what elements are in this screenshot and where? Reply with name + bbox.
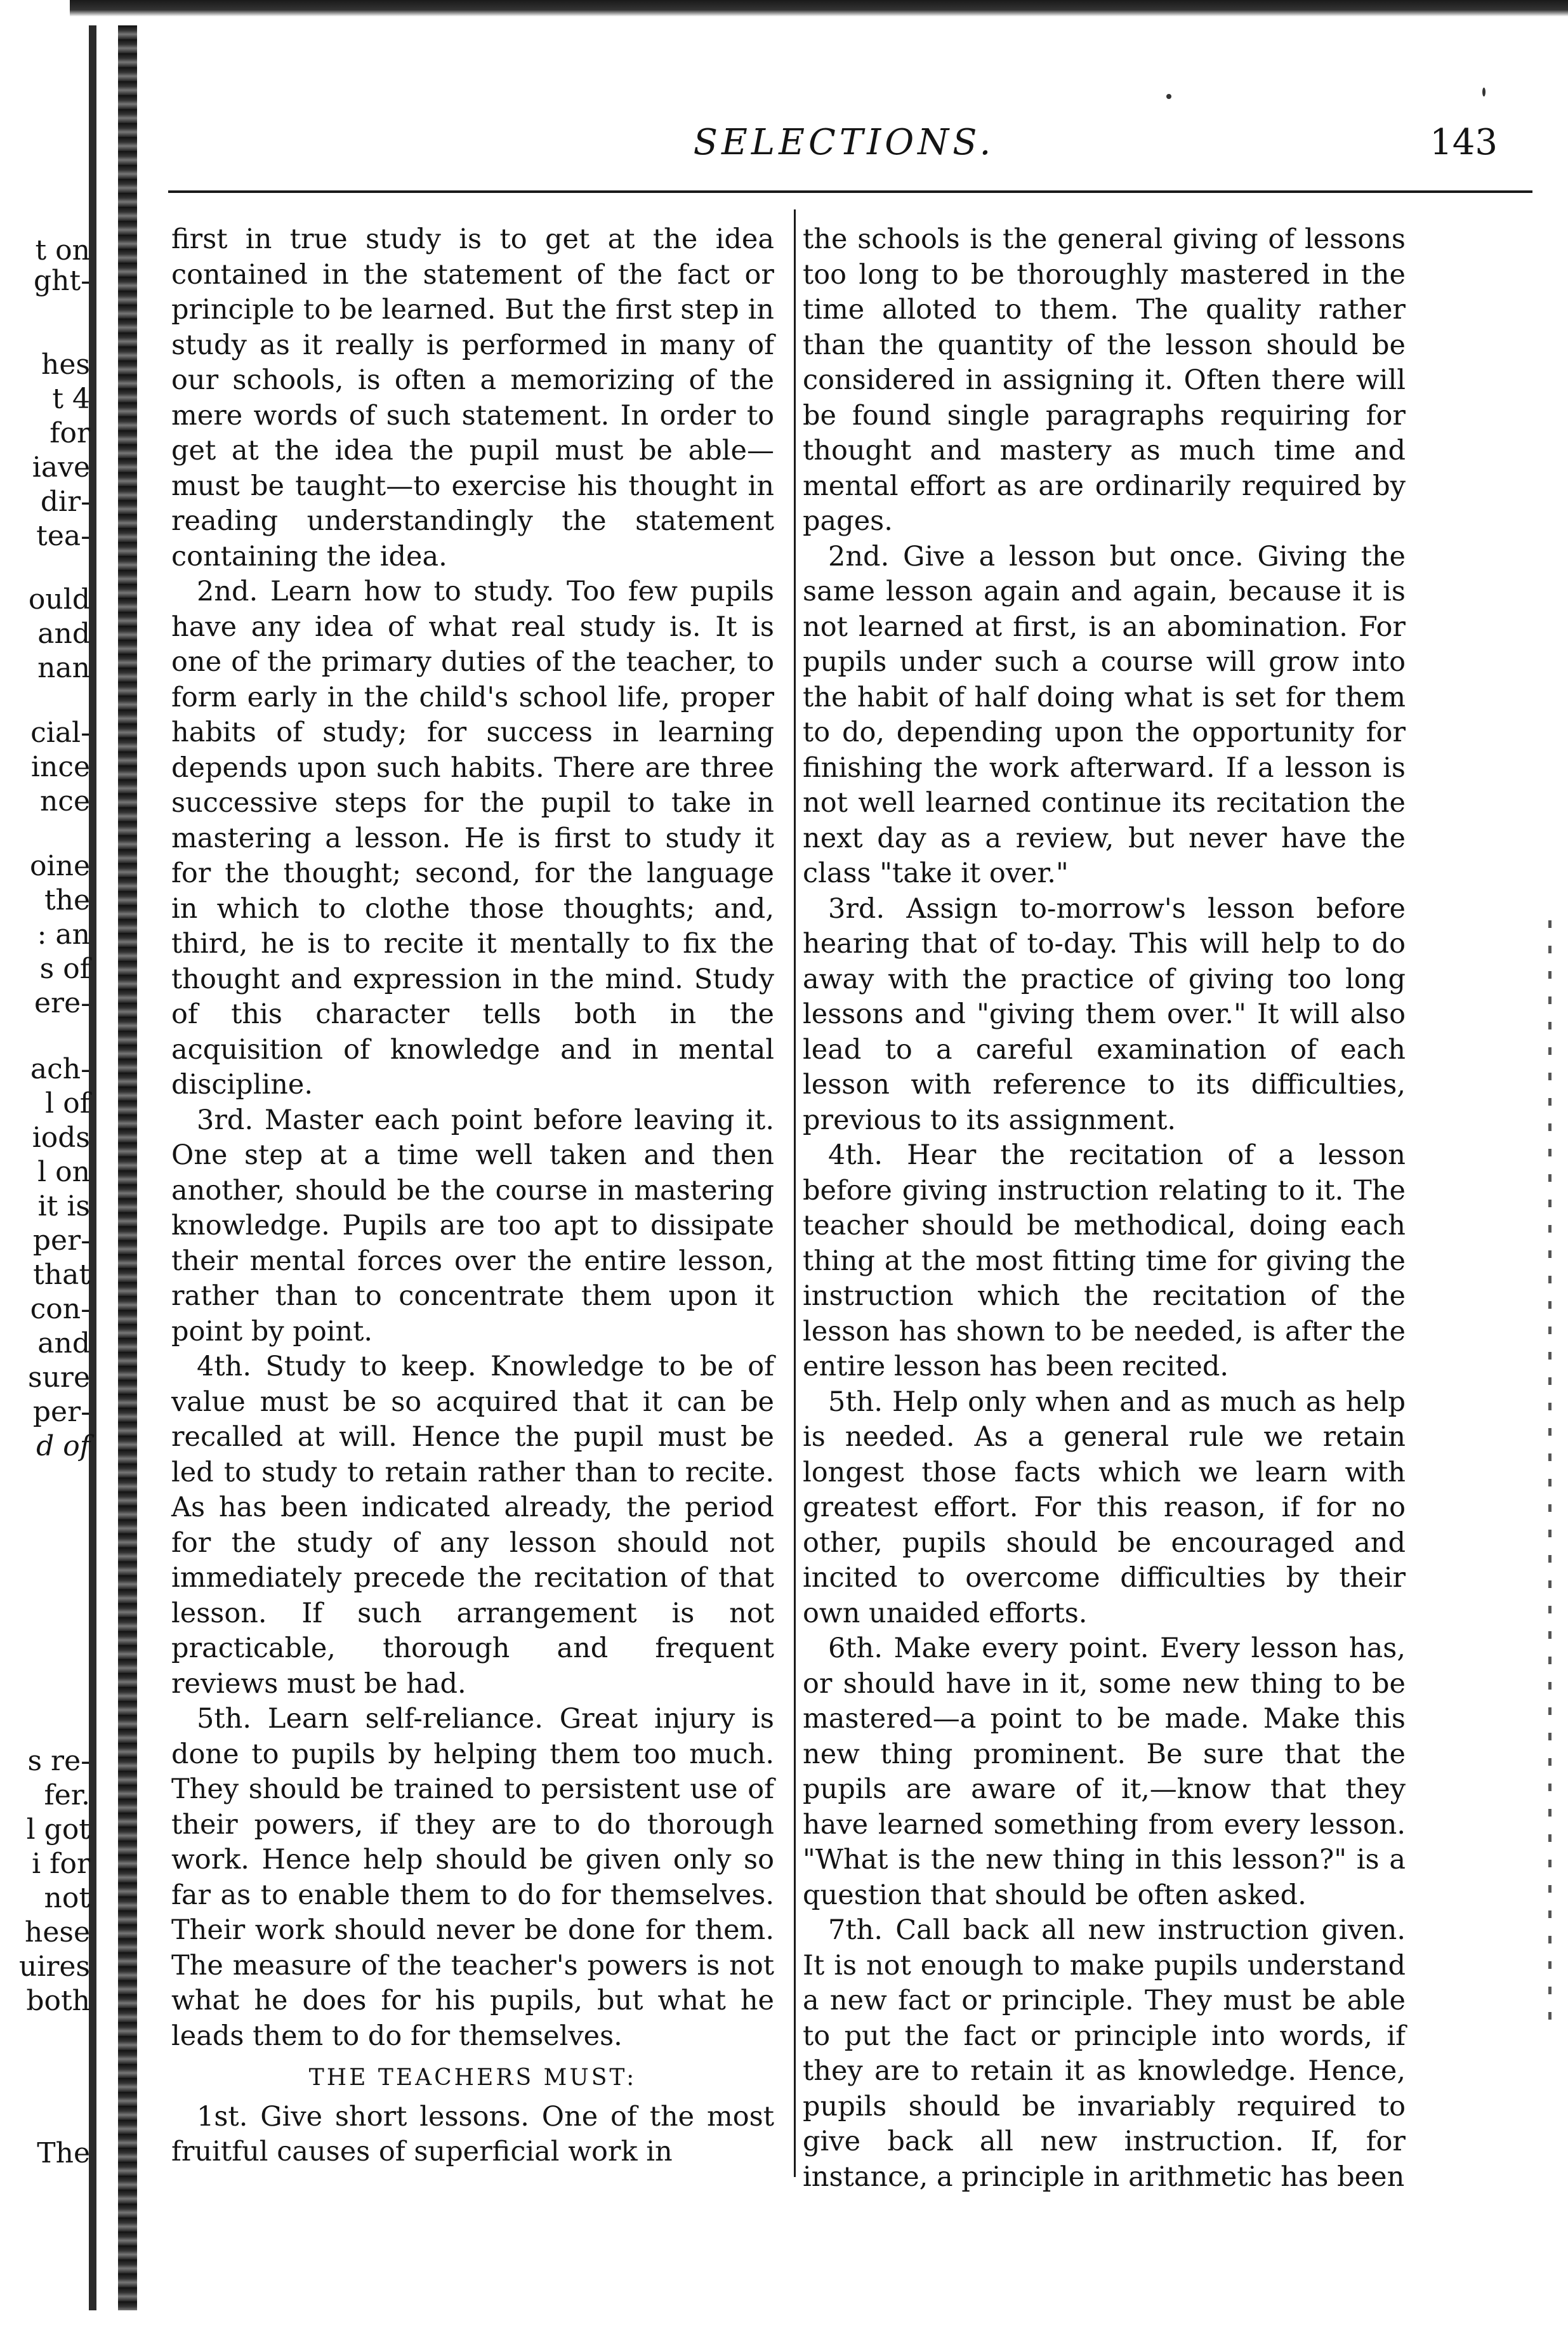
paragraph: 7th. Call back all new instruction given. It is not enough to make pupils understand a new fact or principle. They must be able to put the fact or principle into words, if they are to retain it as knowledge. Hence, pupils should be invariably required to give back all new instruction. If, for instance, a principle in arithmetic has been [803,1914,1406,2193]
paragraph: 2nd. Give a lesson but once. Giving the same lesson again and again, because it is not learned at first, is an abomination. For pupils under such a course will grow into the habit of half doing what is set for them to do, depending upon the opportunity for finishing the work afterward. If a lesson is not well learned continue its recitation the next day as a review, but never have the class "take it over." [803,540,1406,889]
scan-top-edge [70,0,1568,17]
paragraph: 3rd. Master each point before leaving it. One step at a time well taken and then another, should be the course in mastering knowledge. Pupils are too apt to dissipate their mental forces over the entire lesson, rather than to concentrate them upon it point by point. [171,1104,774,1347]
margin-fragment: hes [41,348,90,381]
header-rule [168,190,1532,193]
margin-fragment: not [44,1882,90,1914]
margin-fragment: : an [37,918,90,951]
margin-fragment: l of [45,1087,90,1120]
margin-fragment: s of [39,953,90,985]
margin-fragment: iods [32,1122,90,1154]
column-divider [794,209,796,2177]
margin-fragment: ince [30,751,90,783]
margin-fragment: that [33,1259,90,1291]
paragraph: 6th. Make every point. Every lesson has, or should have in it, some new thing to be mastered—a point to be made. Make this new thing prominent. Be sure that the pupils are aware of it,—know that they have learned something from every lesson. "What is the new thing in this lesson?" is a question that should be often asked. [803,1632,1406,1911]
margin-fragment: and [37,1327,90,1360]
scan-binding-edge [118,25,137,2310]
paragraph-continued: the schools is the general giving of lessons too long to be thoroughly mastered in the time alloted to them. The quality rather than the quantity of the lesson should be considered in assigning it. Often there will be found single paragraphs requiring for thought and mastery as much time and mental effort as are ordinarily required by pages. [803,223,1406,537]
right-column [803,222,1406,2195]
margin-fragment: fer. [44,1779,90,1811]
margin-fragment: cial- [30,717,90,749]
margin-fragment: nan [37,652,90,684]
margin-fragment: d of [36,1430,90,1462]
margin-fragment: ould [28,583,90,616]
margin-fragment: nce [39,785,90,817]
section-subheading: THE TEACHERS MUST: [308,2065,637,2091]
margin-fragment: oine [30,850,90,882]
margin-fragment: t on [35,234,90,267]
paragraph: 2nd. Learn how to study. Too few pupils have any idea of what real study is. It is one of the primary duties of the teacher, to form early in the child's school life, proper habits of study; for success in learning depends upon such habits. There are three successive steps for the pupil to take in mastering a lesson. He is first to study it for the thought; second, for the language in which to clothe those thoughts; and, third, he is to recite it mentally to fix the thought and expression in the mind. Study of this character tells both in the acquisition of knowledge and in mental discipline. [171,576,774,1101]
page-title: SELECTIONS. [693,122,995,163]
margin-fragment: iave [32,451,90,484]
margin-fragment: The [37,2137,90,2169]
facing-page-margin [0,0,102,2330]
paragraph: 5th. Learn self-reliance. Great injury is done to pupils by helping them too much. They should be trained to persistent use of their powers, if they are to do thorough work. Hence help should be given only so far as to enable them to do for themselves. Their work should never be done for them. The measure of the teacher's powers is not what he does for his pupils, but what he leads them to do for themselves. [171,1703,774,2052]
margin-fragment: tea- [36,520,90,552]
margin-fragment: hese [25,1916,90,1949]
margin-fragment: ere- [34,987,90,1019]
margin-fragment: dir- [40,486,90,518]
paragraph: 4th. Study to keep. Knowledge to be of value must be so acquired that it can be recalled at will. Hence the pupil must be led to study to retain rather than to recite. As has been indicated already, the period for the study of any lesson should not immediately precede the recitation of that lesson. If such arrangement is not practicable, thorough and frequent reviews must be had. [171,1351,774,1700]
margin-fragment: i for [32,1848,90,1880]
paragraph-continued: first in true study is to get at the idea contained in the statement of the fact or principle to be learned. But the first step in study as it really is performed in many of our schools, is often a memorizing of the mere words of such statement. In order to get at the idea the pupil must be able—must be taught—to exercise his thought in reading understandingly the statement containing the idea. [171,223,774,573]
scan-speck [1166,94,1171,99]
margin-fragment: per- [32,1396,90,1428]
margin-fragment: the [44,884,90,917]
margin-fragment: uires [18,1950,90,1983]
margin-fragment: and [37,618,90,650]
scan-speck [1482,88,1486,96]
paragraph: 4th. Hear the recitation of a lesson before giving instruction relating to it. The teacher should be methodical, doing each thing at the most fitting time for giving the instruction which the recitation of the lesson has shown to be needed, is after the entire lesson has been recited. [803,1139,1406,1382]
margin-fragment: l got [26,1813,90,1846]
scan-right-edge [1548,920,1552,2031]
paragraph: 1st. Give short lessons. One of the most fruitful causes of superficial work in [171,2100,774,2168]
left-column [171,222,774,2170]
margin-fragment: s re- [27,1745,90,1777]
paragraph: 3rd. Assign to-morrow's lesson before hearing that of to-day. This will help to do away with the practice of giving too long lessons and "giving them over." It will also lead to a careful examination of each lesson with reference to its difficulties, previous to its assignment. [803,892,1406,1136]
margin-fragment: for [49,417,90,449]
paragraph: 5th. Help only when and as much as help is needed. As a general rule we retain longest those facts which we learn with greatest effort. For this reason, if for no other, pupils should be encouraged and incited to overcome difficulties by their own unaided efforts. [803,1386,1406,1629]
page-number: 143 [1430,122,1498,163]
running-head [165,122,1523,166]
margin-fragment: t 4 [52,383,90,415]
margin-fragment: sure [28,1361,90,1394]
margin-fragment: con- [30,1293,90,1325]
margin-fragment: per- [32,1224,90,1257]
margin-fragment: ght- [33,265,90,297]
margin-fragment: l on [37,1156,90,1188]
margin-fragment: it is [37,1190,90,1222]
margin-fragment: ach- [30,1053,90,1085]
margin-fragment: both [26,1985,90,2017]
